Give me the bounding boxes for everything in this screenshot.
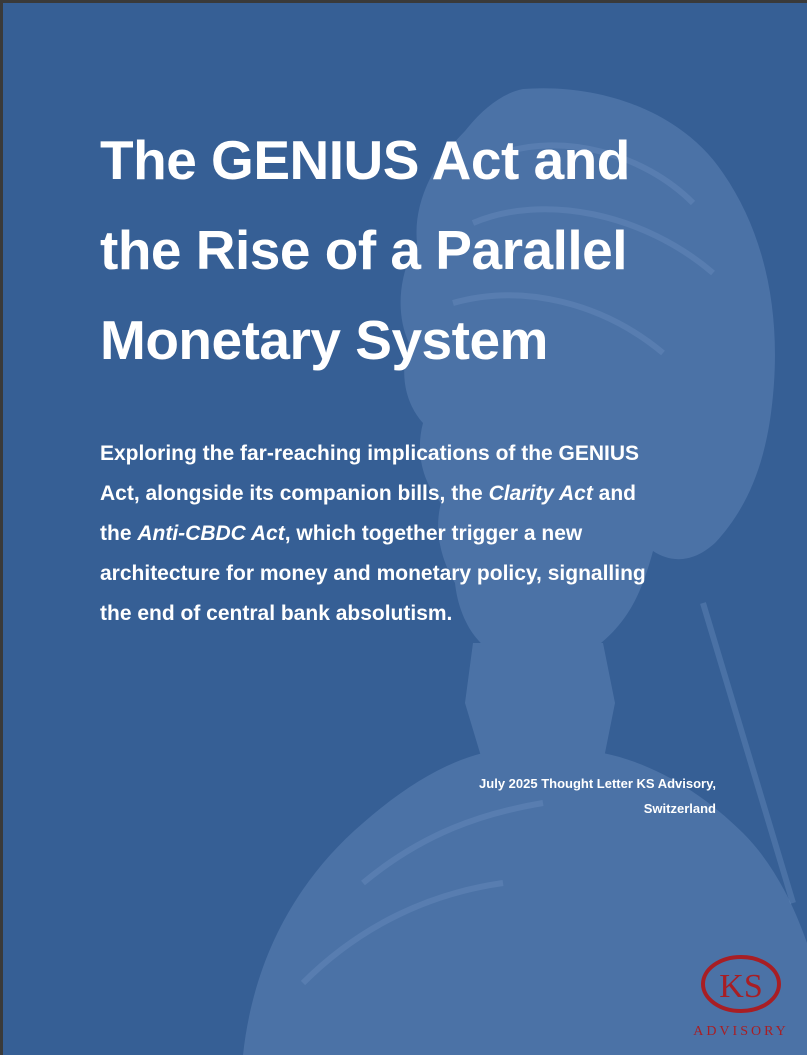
cover-page <box>3 3 807 1055</box>
subtitle-line-1: Exploring the far-reaching implications of the GENIUS <box>100 442 640 465</box>
publication-byline <box>479 771 716 821</box>
title-line-1: The GENIUS Act and <box>100 129 630 191</box>
anti-cbdc-act-title: Anti-CBDC Act <box>137 522 285 545</box>
subtitle-line-2-end: and <box>592 482 636 505</box>
document-title <box>100 115 740 385</box>
subtitle-line-5: the end of central bank absolutism. <box>100 602 453 625</box>
byline-line-1: July 2025 Thought Letter KS Advisory, <box>479 776 716 791</box>
subtitle-line-3-start: the <box>100 522 138 545</box>
logo-monogram: KS <box>719 968 763 1005</box>
title-line-2: the Rise of a Parallel <box>100 219 627 281</box>
byline-line-2: Switzerland <box>643 801 716 816</box>
logo-wordmark: ADVISORY <box>693 1024 789 1039</box>
document-subtitle <box>100 434 740 634</box>
ks-advisory-logo <box>681 948 801 1043</box>
subtitle-line-2-start: Act, alongside its companion bills, the <box>100 482 489 505</box>
title-line-3: Monetary System <box>100 309 548 371</box>
subtitle-line-2 <box>100 474 740 514</box>
subtitle-line-3 <box>100 514 740 554</box>
subtitle-line-4: architecture for money and monetary policy, signalling <box>100 562 646 585</box>
clarity-act-title: Clarity Act <box>488 482 593 505</box>
subtitle-line-3-end: , which together trigger a new <box>284 522 583 545</box>
